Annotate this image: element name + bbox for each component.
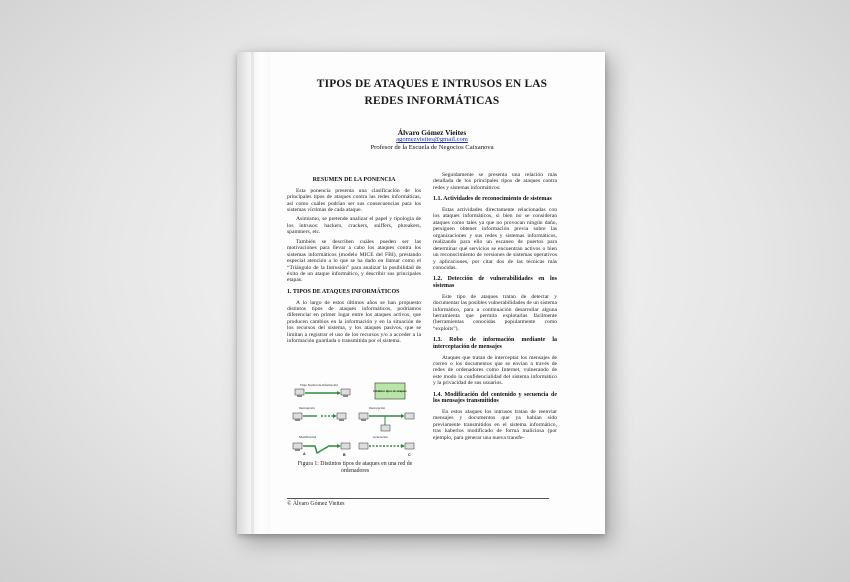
page-binding-line — [251, 52, 254, 534]
title-line-1: TIPOS DE ATAQUES E INTRUSOS EN LAS — [316, 78, 548, 90]
title-line-2: REDES INFORMÁTICAS — [364, 95, 500, 107]
subsection-1-2-paragraph: Este tipo de ataques tratan de detectar y documentar las posibles vulnerabilidades de un sistema informático, para a continuación desarrollar alguna herramienta que permita explotarlas fácilmente (herramientas conocidas popularmente como “exploits”). — [433, 293, 557, 332]
section-1-paragraph: A lo largo de estos últimos años se han propuesto distintos tipos de ataques informáticos, podríamos diferenciar en primer lugar entre los ataques activos, que producen cambios en la información y en la situación de los recursos del sistema, y los ataques pasivos, que se limitan a registrar el uso de los recursos y/o a acceder a la información guardada o transmitida por el sistema. — [287, 299, 421, 345]
figure-caption: Figura 1: Distintos tipos de ataques en una red de ordenadores — [297, 461, 413, 474]
computer-icon — [341, 443, 350, 449]
label-attack-types: Distintos tipos de ataques — [373, 389, 407, 393]
attack-types-figure — [289, 381, 417, 461]
label-generation: Generación — [373, 435, 388, 439]
author-affiliation: Profesor de la Escuela de Negocios Caixanova — [370, 144, 494, 151]
author-email-link[interactable]: agomezvieites@gmail.com — [396, 136, 468, 143]
footer-divider — [287, 498, 549, 499]
page-binding-shade — [237, 52, 271, 534]
computer-icon — [341, 389, 350, 397]
node-a-label: A — [303, 452, 306, 456]
footer-copyright: © Álvaro Gómez Vieites — [287, 501, 345, 507]
subsection-1-4-paragraph: En estos ataques los intrusos tratan de reenviar mensajes y documentos que ya habían sido previamente transmitidos en el sistema informático, tras haberlos modificado de forma maliciosa (por ejemplo, para generar una nueva transfe- — [433, 409, 557, 441]
computer-icon — [293, 413, 302, 421]
computer-icon — [337, 413, 346, 421]
computer-icon — [405, 443, 414, 449]
abstract-paragraph-2: Asimismo, se pretende analizar el papel y tipología de los intrusos: hackers, crackers, sniffers, phreakers, spammers, etc. — [287, 216, 421, 236]
abstract-paragraph-1: Esta ponencia presenta una clasificación de los principales tipos de ataques contra las redes informáticas, así como cuáles podrían ser sus consecuencias para los sistemas víctimas de cada ataque. — [287, 187, 421, 213]
subsection-1-3-heading: 1.3. Robo de información mediante la interceptación de mensajes — [433, 337, 557, 350]
computer-icon — [293, 443, 302, 451]
label-modification: Modificación — [299, 435, 317, 439]
label-interception: Intercepción — [369, 406, 385, 410]
abstract-heading: RESUMEN DE LA PONENCIA — [312, 177, 396, 183]
label-normal-flow: Flujo Normal de Información — [300, 383, 338, 387]
document-title — [277, 76, 587, 110]
left-column — [287, 172, 421, 348]
computer-icon — [359, 413, 368, 421]
section-1-heading: 1. TIPOS DE ATAQUES INFORMÁTICOS — [287, 288, 400, 295]
subsection-1-1-paragraph: Estas actividades directamente relacionadas con los ataques informáticos, si bien no se consideran ataques como tales ya que no provocan ningún daño, persiguen obtener información previa sobre las organizaciones y sus redes y sistemas informáticos, realizando para ello un escaneo de puertos para determinar qué servicios se encuentran activos o bien un reconocimiento de versiones de sistemas operativos y aplicaciones, por citar dos de las técnicas más conocidas. — [433, 206, 557, 272]
computer-icon — [295, 389, 304, 397]
subsection-1-3-paragraph: Ataques que tratan de interceptar los mensajes de correo o los documentos que se envían a través de redes de ordenadores como Internet, vulnerando de este modo la confidencialidad del sistema informático y la privacidad de sus usuarios. — [433, 354, 557, 387]
author-name: Álvaro Gómez Vieites — [397, 128, 467, 137]
document-page — [237, 52, 605, 534]
abstract-paragraph-3: También se describen cuáles pueden ser las motivaciones para llevar a cabo los ataques contra los sistemas informáticos (modelo MICE del FBI), prestando especial atención a lo que se ha dado en llamar como el “Triángulo de la Intrusión” para analizar la posibilidad de éxito de un ataque informático, y describir sus principales etapas. — [287, 238, 421, 284]
node-c-label: C — [408, 453, 411, 457]
subsection-1-1-heading: 1.1. Actividades de reconocimiento de sistemas — [433, 196, 552, 203]
label-interruption: Interrupción — [299, 406, 315, 410]
right-column — [433, 172, 557, 444]
intruder-computer-icon — [381, 425, 390, 431]
subsection-1-2-heading: 1.2. Detección de vulnerabilidades en los sistemas — [433, 276, 557, 290]
node-b-label: B — [343, 453, 346, 457]
computer-icon — [359, 443, 368, 449]
intro-paragraph: Seguidamente se presenta una relación más detallada de los principales tipos de ataques contra redes y sistemas informáticos: — [433, 172, 557, 191]
computer-icon — [405, 413, 414, 419]
subsection-1-4-heading: 1.4. Modificación del contenido y secuencia de los mensajes transmitidos — [433, 391, 557, 405]
